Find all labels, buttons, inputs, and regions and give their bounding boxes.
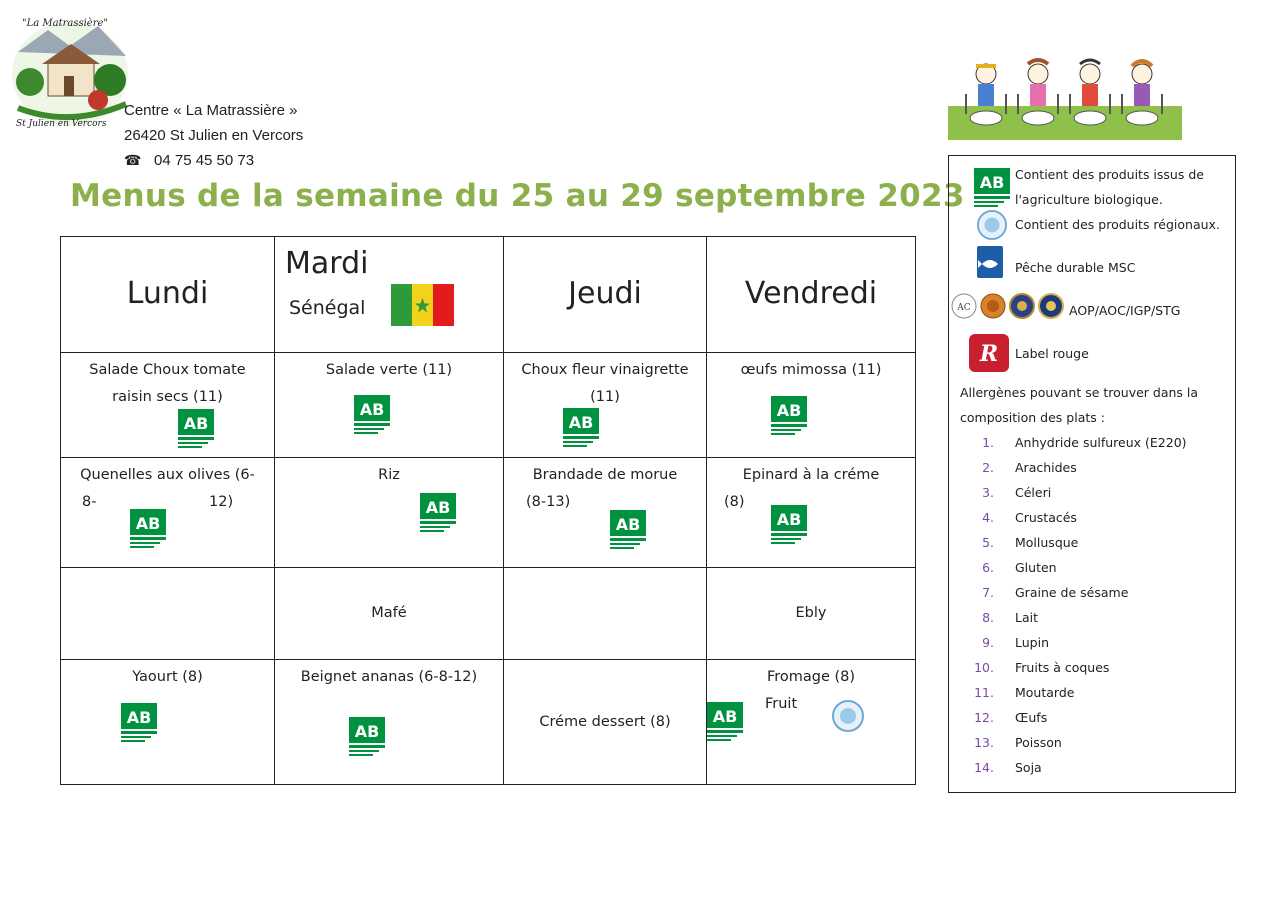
- list-item: [949, 530, 1229, 555]
- dish-text: Mafé: [371, 605, 407, 621]
- ab-bio-icon: [974, 168, 1010, 208]
- dish-text: (8): [724, 494, 745, 510]
- svg-text:AB: AB: [776, 401, 802, 420]
- ab-bio-icon: [130, 509, 166, 549]
- svg-text:AB: AB: [126, 708, 152, 727]
- ab-bio-icon: [178, 409, 214, 449]
- phone-number: 04 75 45 50 73: [154, 152, 255, 169]
- weekly-menu-table: [60, 236, 916, 785]
- dish-text: Ebly: [795, 605, 827, 621]
- dish-text: Riz: [378, 467, 400, 483]
- allergen-number: 14.: [974, 760, 994, 775]
- allergen-label: Poisson: [1015, 735, 1062, 750]
- phone-line: [124, 148, 303, 173]
- allergen-label: Mollusque: [1015, 535, 1079, 550]
- day-header-tuesday: [275, 237, 504, 353]
- dish-text: Salade verte (11): [325, 362, 453, 378]
- menu-cell: [275, 458, 504, 568]
- svg-text:AB: AB: [183, 414, 209, 433]
- regional-products-icon: [832, 700, 864, 732]
- svg-text:AB: AB: [135, 514, 161, 533]
- allergen-label: Graine de sésame: [1015, 585, 1129, 600]
- allergen-title: Allergènes pouvant se trouver dans la composition des plats :: [960, 385, 1199, 425]
- allergen-number: 7.: [982, 585, 994, 600]
- list-item: [949, 580, 1229, 605]
- menu-cell: [504, 660, 707, 785]
- ab-bio-icon: [420, 493, 456, 533]
- dish-text: Epinard à la créme: [742, 467, 880, 483]
- children-table-illustration: [948, 54, 1182, 140]
- allergen-number: 4.: [982, 510, 994, 525]
- menu-cell: [61, 568, 275, 660]
- allergen-label: Anhydride sulfureux (E220): [1015, 435, 1187, 450]
- day-header-friday: [707, 237, 916, 353]
- dish-text: œufs mimossa (11): [740, 362, 882, 378]
- allergen-number: 1.: [982, 435, 994, 450]
- allergen-label: Arachides: [1015, 460, 1077, 475]
- svg-text:AB: AB: [425, 498, 451, 517]
- sides-row: [61, 568, 916, 660]
- logo-top-text: "La Matrassière": [22, 18, 109, 29]
- menu-cell: [61, 353, 275, 458]
- allergen-label: Crustacés: [1015, 510, 1077, 525]
- allergen-number: 13.: [974, 735, 994, 750]
- list-item: [949, 755, 1229, 780]
- page-title: Menus de la semaine du 25 au 29 septembre 2023: [70, 178, 965, 214]
- menu-cell: [275, 568, 504, 660]
- day-label: Lundi: [126, 275, 209, 311]
- menu-cell: [504, 458, 707, 568]
- list-item: [949, 480, 1229, 505]
- menu-cell: [504, 568, 707, 660]
- dish-text: Salade Choux tomate raisin secs (11): [89, 362, 246, 405]
- menu-cell: [707, 458, 916, 568]
- dish-text: 12): [209, 494, 234, 510]
- menu-cell: [61, 660, 275, 785]
- day-label: Mardi: [285, 246, 369, 281]
- allergen-list: [949, 430, 1229, 780]
- day-header-thursday: [504, 237, 707, 353]
- regional-products-icon: [977, 210, 1007, 240]
- ab-bio-icon: [121, 703, 157, 743]
- svg-text:AB: AB: [359, 400, 385, 419]
- allergen-number: 2.: [982, 460, 994, 475]
- menu-cell: [707, 353, 916, 458]
- center-address: 26420 St Julien en Vercors: [124, 127, 304, 144]
- desserts-row: [61, 660, 916, 785]
- menu-cell: [61, 458, 275, 568]
- msc-fish-icon: [977, 246, 1003, 278]
- ab-bio-icon: [354, 395, 390, 435]
- list-item: [949, 680, 1229, 705]
- day-label: Jeudi: [568, 275, 642, 311]
- menu-cell: [504, 353, 707, 458]
- legend-msc-text: Pêche durable MSC: [1015, 260, 1136, 275]
- allergen-label: Œufs: [1015, 710, 1048, 725]
- aop-aoc-igp-stg-icons: [951, 292, 1065, 320]
- allergen-label: Lupin: [1015, 635, 1049, 650]
- list-item: [949, 555, 1229, 580]
- allergen-number: 3.: [982, 485, 994, 500]
- svg-text:AB: AB: [568, 413, 594, 432]
- legend-label-rouge-text: Label rouge: [1015, 346, 1089, 361]
- ab-bio-icon: [707, 702, 743, 742]
- allergen-label: Moutarde: [1015, 685, 1075, 700]
- senegal-flag: [391, 284, 454, 326]
- legend-bio-text: Contient des produits issus de l'agriculture biologique.: [1015, 167, 1204, 207]
- dish-text: Yaourt (8): [132, 669, 203, 685]
- menu-cell: [707, 568, 916, 660]
- allergen-number: 5.: [982, 535, 994, 550]
- ab-bio-icon: [771, 505, 807, 545]
- menu-cell: [707, 660, 916, 785]
- logo-bottom-text: St Julien en Vercors: [16, 119, 107, 129]
- allergen-number: 9.: [982, 635, 994, 650]
- svg-text:AB: AB: [776, 510, 802, 529]
- list-item: [949, 505, 1229, 530]
- dish-text: Fruit: [765, 696, 798, 712]
- svg-text:R: R: [979, 341, 999, 367]
- legend-regional-text: Contient des produits régionaux.: [1015, 217, 1220, 232]
- svg-text:AB: AB: [354, 722, 380, 741]
- menu-cell: [275, 660, 504, 785]
- svg-text:AB: AB: [712, 707, 738, 726]
- legend-aop-text: AOP/AOC/IGP/STG: [1069, 303, 1181, 318]
- allergen-label: Soja: [1015, 760, 1042, 775]
- dish-text: Choux fleur vinaigrette (11): [521, 362, 689, 405]
- allergen-label: Fruits à coques: [1015, 660, 1110, 675]
- dish-text: Brandade de morue: [532, 467, 678, 483]
- day-label: Vendredi: [744, 275, 878, 311]
- ab-bio-icon: [771, 396, 807, 436]
- days-header-row: [61, 237, 916, 353]
- svg-text:AB: AB: [979, 173, 1005, 192]
- center-name: Centre « La Matrassière »: [124, 102, 298, 119]
- theme-label: Sénégal: [289, 297, 366, 319]
- starters-row: [61, 353, 916, 458]
- dish-text: (8-13): [526, 494, 571, 510]
- address-block: [124, 98, 303, 173]
- menu-cell: [275, 353, 504, 458]
- allergen-number: 8.: [982, 610, 994, 625]
- allergen-number: 6.: [982, 560, 994, 575]
- list-item: [949, 630, 1229, 655]
- allergen-label: Lait: [1015, 610, 1038, 625]
- allergen-label: Céleri: [1015, 485, 1052, 500]
- dish-text: Créme dessert (8): [539, 713, 671, 730]
- svg-text:AB: AB: [615, 515, 641, 534]
- list-item: [949, 430, 1229, 455]
- list-item: [949, 605, 1229, 630]
- list-item: [949, 730, 1229, 755]
- dish-text: Beignet ananas (6-8-12): [300, 669, 478, 685]
- allergen-label: Gluten: [1015, 560, 1057, 575]
- list-item: [949, 705, 1229, 730]
- label-rouge-icon: [969, 334, 1009, 372]
- allergen-number: 11.: [974, 685, 994, 700]
- list-item: [949, 655, 1229, 680]
- list-item: [949, 455, 1229, 480]
- ab-bio-icon: [349, 717, 385, 757]
- legend-panel: [948, 155, 1236, 793]
- mains-row: [61, 458, 916, 568]
- dish-text: Quenelles aux olives (6-: [80, 467, 255, 483]
- ab-bio-icon: [563, 408, 599, 448]
- phone-icon: ☎: [124, 152, 142, 168]
- allergen-number: 12.: [974, 710, 994, 725]
- allergen-number: 10.: [974, 660, 994, 675]
- svg-text:AC: AC: [957, 303, 971, 313]
- ab-bio-icon: [610, 510, 646, 550]
- day-header-monday: [61, 237, 275, 353]
- dish-text: 8-: [82, 494, 97, 510]
- dish-text: Fromage (8): [766, 669, 856, 685]
- matrassiere-logo: [8, 12, 132, 130]
